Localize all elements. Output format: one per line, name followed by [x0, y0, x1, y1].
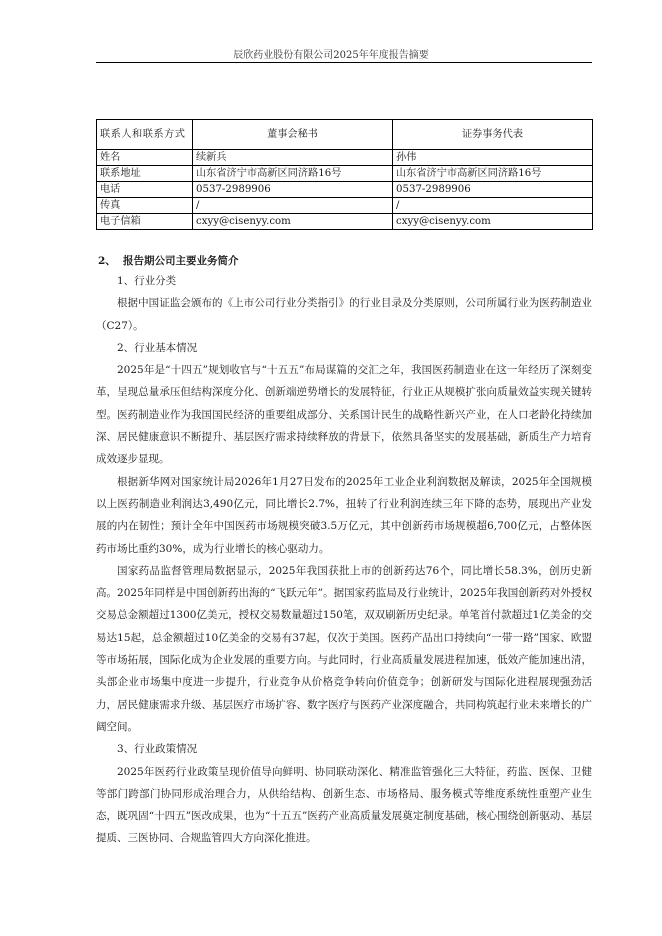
col-header-representative: 证券事务代表	[393, 120, 593, 150]
representative-value: 0537-2989906	[393, 182, 593, 198]
secretary-value: 山东省济宁市高新区同济路16号	[193, 166, 393, 182]
section-title: 报告期公司主要业务简介	[123, 255, 239, 267]
paragraph: 根据新华网对国家统计局2026年1月27日发布的2025年工业企业利润数据及解读，2025年全国规模以上医药制造业利润达3,490亿元，同比增长2.7%，扭转了行业利润连续三年下降的态势，展现出产业发展的内在韧性；预计全年中国医药市场规模突破3.5万亿元，其中创新药市场规模超6,700亿元，占整体医药市场比重约30%，成为行业增长的核心驱动力。	[96, 475, 592, 555]
secretary-value: cxyy@cisenyy.com	[193, 214, 393, 230]
secretary-value: 0537-2989906	[193, 182, 393, 198]
contact-table-header-row	[97, 120, 593, 150]
col-header-secretary: 董事会秘书	[193, 120, 393, 150]
table-row	[97, 214, 593, 230]
subsection-title: 2、行业基本情况	[117, 341, 198, 354]
representative-value: 山东省济宁市高新区同济路16号	[393, 166, 593, 182]
secretary-value: 续新兵	[193, 150, 393, 166]
paragraph: 根据中国证监会颁布的《上市公司行业分类指引》的行业目录及分类原则，公司所属行业为医药制造业（C27）。	[96, 297, 592, 332]
row-label: 电子信箱	[97, 214, 193, 230]
paragraph: 国家药品监督管理局数据显示，2025年我国获批上市的创新药达76个，同比增长58.3%，创历史新高。2025年同样是中国创新药出海的“飞跃元年”。据国家药监局及行业统计，2025年我国创新药对外授权交易总金额超过1300亿美元，授权交易数量超过150笔，双双刷新历史纪录。单笔首付款超过1亿美金的交易达15起，总金额超过10亿美金的交易有37起，仅次于美国。医药产品出口持续向“一带一路”国家、欧盟等市场拓展，国际化成为企业发展的重要方向。与此同时，行业高质量发展进程加速，低效产能加速出清，头部企业市场集中度进一步提升，行业竞争从价格竞争转向价值竞争；创新研发与国际化进程展现强劲活力，居民健康需求升级、基层医疗市场扩容、数字医疗与医药产业深度融合，共同构筑起行业未来增长的广阔空间。	[96, 564, 592, 733]
section-number: 2、	[98, 255, 116, 267]
row-label: 电话	[97, 182, 193, 198]
secretary-value: /	[193, 198, 393, 214]
paragraph: 2025年是“十四五”规划收官与“十五五”布局谋篇的交汇之年，我国医药制造业在这一年经历了深刻变革，呈现总量承压但结构深度分化、创新端逆势增长的发展特征，行业正从规模扩张向质量效益实现关键转型。医药制造业作为我国国民经济的重要组成部分、关系国计民生的战略性新兴产业，在人口老龄化持续加深、居民健康意识不断提升、基层医疗需求持续释放的背景下，依然具备坚实的发展基础，新质生产力培育成效逐步显现。	[96, 364, 592, 466]
contact-table	[96, 119, 593, 230]
page-header: 辰欣药业股份有限公司2025年年度报告摘要	[233, 50, 429, 61]
section-heading	[98, 253, 239, 268]
paragraph: 2025年医药行业政策呈现价值导向鲜明、协同联动深化、精准监管强化三大特征，药监、医保、卫健等部门跨部门协同形成治理合力，从供给结构、创新生态、市场格局、服务模式等维度系统性重塑产业生态，既巩固“十四五”医改成果，也为“十五五”医药产业高质量发展奠定制度基础，核心围绕创新驱动、基层提质、三医协同、合规监管四大方向深化推进。	[96, 765, 592, 845]
row-label: 联系地址	[97, 166, 193, 182]
table-row	[97, 166, 593, 182]
subsection-title: 1、行业分类	[117, 275, 177, 287]
table-row	[97, 198, 593, 214]
representative-value: /	[393, 198, 593, 214]
representative-value: 孙伟	[393, 150, 593, 166]
representative-value: cxyy@cisenyy.com	[393, 214, 593, 230]
table-row	[97, 182, 593, 198]
row-label: 姓名	[97, 150, 193, 166]
subsection-title: 3、行业政策情况	[117, 743, 198, 756]
row-label: 传真	[97, 198, 193, 214]
contact-header-label: 联系人和联系方式	[97, 120, 193, 150]
body-text	[96, 270, 592, 850]
header-divider	[96, 62, 592, 63]
table-row	[97, 150, 593, 166]
